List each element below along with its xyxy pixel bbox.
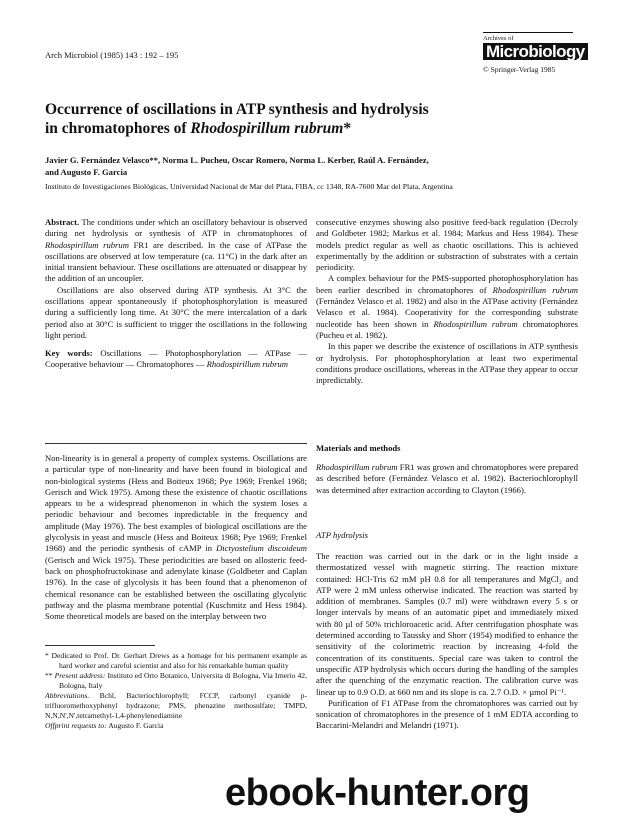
journal-citation: Arch Microbiol (1985) 143 : 192 – 195 xyxy=(45,50,179,60)
atp-paragraph-1: The reaction was carried out in the dark or in the light inside a thermostatized vessel with magnetic stirring. The reaction mixture contained: HCl-Tris 62 mM pH 0.8 for all temperatures and MgCl₂ and ATP were 2 mM unless otherwise indicated. The reaction was started by addition of membranes. Samples (0.7 ml) were withdrawn every 5 s or longer intervals by means of an automatic pipet and immediately mixed with 80 µl of 50% trichloroacetic acid. After centrifugation phosphate was determined according to Taussky and Shorr (1954) modified to enhance the sensitivity of the colorimetric reaction by increasing 4-fold the concentration of its constituents. Special care was taken to control the unspecific ATP hydrolysis which occurs during the handling of the samples after the quenching of the enzymatic reaction. The calibration curve was linear up to 0.9 O.D. at 660 nm and its slope is ca. 2.7 O.D. × µmol Pi⁻¹. xyxy=(316,551,578,697)
introduction-continued xyxy=(316,217,578,386)
section-heading-materials-methods: Materials and methods xyxy=(316,443,401,453)
author-list xyxy=(45,154,565,178)
abstract-label: Abstract. xyxy=(45,217,80,227)
intro-organism: Dictyostelium discoideum xyxy=(216,543,307,554)
affiliation: Instituto de Investigaciones Biológicas, Universidad Nacional de Mar del Plata, FIBA, cc 1348, RA-7600 Mar del Plata, Argentina xyxy=(45,182,453,191)
watermark: ebook-hunter.org xyxy=(225,772,530,814)
intro-text-a: Non-linearity is in general a property of complex systems. Oscillations are a particular type of non-linearity and have been found in biological and non-biological systems (Hess and Boiteux 1968; Pye 1969; Frenkel 1968; Gerisch and Wick 1975). Among these the existence of chaotic oscillations appears to be a widespread phenomenon in which the system loses a periodic behaviour and becomes inpredictable in the frequency and amplitude (May 1976). The best examples of biological oscillations are the glycolysis in yeast and muscle (Hess and Boiteux 1968; Pye 1969; Frenkel 1968) and the periodic synthesis of cAMP in xyxy=(45,453,307,554)
authors-line-2: and Augusto F. Garcia xyxy=(45,167,128,177)
footnote-present-address xyxy=(45,671,307,691)
abstract xyxy=(45,217,307,341)
intro-right-paragraph-1: consecutive enzymes showing also positive feed-back regulation (Decroly and Goldbeter 1982; Markus et al. 1984; Markus and Hess 1984). These models predict regular as well as chaotic oscillations. This is achieved experimentally by the addition or substraction of substrates with a certain periodicity. xyxy=(316,217,578,273)
offprint-label: Offprint requests to: xyxy=(45,721,107,730)
footnote-dedication: * Dedicated to Prof. Dr. Gerhart Drews as a homage for his permanent example as hard worker and careful scientist and also for his remarkable human quality xyxy=(45,651,307,670)
journal-logo-block xyxy=(483,32,585,74)
abbreviations-label: Abbreviations. xyxy=(45,691,90,700)
abbreviations-text: Bchl, Bacteriochlorophyll; FCCP, carbonyl cyanide p-trifluoromethoxyphenyl hydrazone; PMS, phenazine methosulfate; TMPD, N,N,N',N',tetramethyl-1,4-phenylenediamine xyxy=(45,691,307,720)
title-line-1: Occurrence of oscillations in ATP synthesis and hydrolysis xyxy=(45,101,429,118)
title-line-2 xyxy=(45,119,565,138)
keywords-label: Key words: xyxy=(45,348,93,358)
mm-text: FR1 was grown and chromatophores were prepared as described before (Fernández Velasco et al. 1982). Bacteriochlorophyll was determined after extraction according to Clayton (1966). xyxy=(316,462,578,495)
present-address-text: Instituto ed Orto Botanico, Universita di Bologna, Via Irnerio 42, Bologna, Italy xyxy=(59,671,307,690)
p2-organism-1: Rhodospirillum rubrum xyxy=(492,284,578,295)
keywords xyxy=(45,348,307,371)
copyright-notice: © Springer-Verlag 1985 xyxy=(483,65,556,74)
abstract-text-b: FR1 are described. In the case of ATPase the oscillations are observed at low temperature (ca. 11°C) in the dark after an initial transient behaviour. These oscillations are attenuated or disappear by the addition of an uncoupler. xyxy=(45,239,308,284)
footnotes xyxy=(45,651,307,731)
p2-organism-2: Rhodospirillum rubrum xyxy=(433,318,518,329)
subsection-heading-atp-hydrolysis: ATP hydrolysis xyxy=(316,530,368,540)
abstract-divider xyxy=(45,443,307,444)
title-prefix: in chromatophores of xyxy=(45,120,191,137)
footnote-divider xyxy=(45,645,155,646)
intro-right-paragraph-3: In this paper we describe the existence of oscillations in ATP synthesis or hydrolysis. For photophosphorylation at least two experimental conditions produce oscillations, whereas in the ATPase they appear to occur inpredictably. xyxy=(316,341,578,386)
abstract-paragraph-2: Oscillations are also observed during ATP synthesis. At 3°C the oscillations appear spontaneously if photophosphorylation is measured during a sufficiently long time. At 30°C the mere intercalation of a dark period also at 30°C is sufficient to trigger the oscillations in the following light period. xyxy=(45,284,307,340)
keywords-text: Oscillations — Photophosphorylation — ATPase — Cooperative behaviour — Chromatophores — xyxy=(45,348,308,370)
footnote-abbreviations xyxy=(45,691,307,721)
atp-paragraph-2: Purification of F1 ATPase from the chromatophores was carried out by sonication of chromatophores in the presence of 1 mM EDTA according to Baccarini-Melandri and Melandri (1971). xyxy=(316,697,578,731)
offprint-text: Augusto F. Garcia xyxy=(106,721,164,730)
title-organism: Rhodospirillum rubrum xyxy=(190,120,344,137)
title-footnote-mark: * xyxy=(343,120,352,137)
abstract-text-a: The conditions under which an oscillatory behaviour is observed during net hydrolysis or synthesis of ATP in chromatophores of xyxy=(45,217,307,239)
p2-text-a: A complex behaviour for the PMS-supported photophosphorylation has been earlier described in chromatophores of xyxy=(316,273,578,295)
present-address-label: Present address: xyxy=(54,671,106,680)
journal-logo: Microbiology xyxy=(483,43,588,60)
footnote-offprint xyxy=(45,721,307,731)
journal-archives-label: Archives of xyxy=(483,32,573,42)
keywords-organism: Rhodospirillum rubrum xyxy=(206,359,288,370)
footnote-mark: ** xyxy=(45,671,55,680)
p2-text-c: chromatophores (Pucheu et al. 1982). xyxy=(316,318,579,340)
introduction xyxy=(45,453,307,622)
materials-methods-paragraph xyxy=(316,462,578,496)
authors-line-1: Javier G. Fernández Velasco**, Norma L. Pucheu, Oscar Romero, Norma L. Kerber, Raúl A. Fernández, xyxy=(45,155,429,165)
article-title xyxy=(45,100,565,138)
intro-text-b: (Gerisch and Wick 1975). These periodicities are based on allosteric feed-back on phosphofructokinase and adenylate kinase (Goldbeter and Caplan 1976). In the case of glycolysis it has been found that a phenomenon of chemical resonance can be established between the oscillating glycolytic pathway and the plasma membrane potential (Kuschmitz and Hess 1984). Some theoretical models are based on the interplay between two xyxy=(45,554,307,622)
intro-right-paragraph-2 xyxy=(316,273,578,341)
p2-text-b: (Fernández Velasco et al. 1982) and also in the ATPase activity (Fernández Velasco et al. 1984). Cooperativity for the corresponding substrate nucleotide has been shown in xyxy=(316,296,578,329)
atp-hydrolysis-text xyxy=(316,551,578,732)
abstract-organism: Rhodospirillum rubrum xyxy=(45,239,129,250)
mm-organism: Rhodospirillum rubrum xyxy=(316,462,398,472)
